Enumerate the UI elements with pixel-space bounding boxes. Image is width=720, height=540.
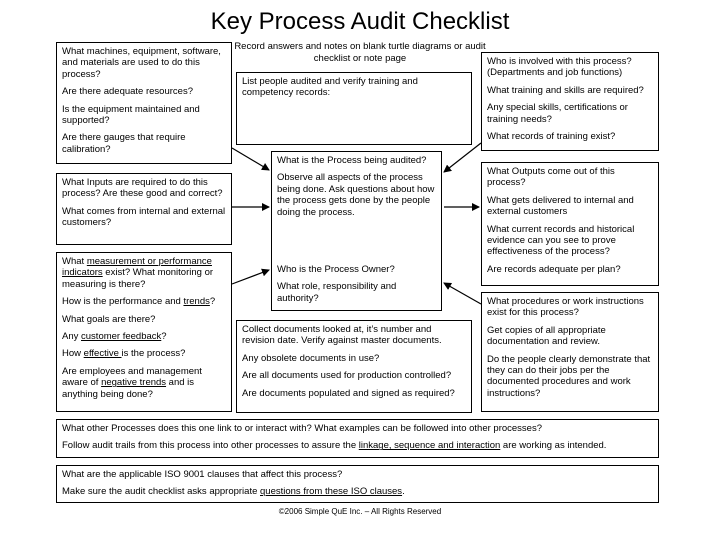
copyright-footer: ©2006 Simple QuE Inc. – All Rights Reserved [278,507,442,516]
measurement-q6: Are employees and management aware of negative trends and is anything being done? [62,365,202,400]
arrow-who [444,143,481,172]
who-q1: Who is involved with this process? (Departments and job functions) [487,56,632,79]
measurement-q3: What goals are there? [62,313,156,325]
measurement-q1: What measurement or performance indicators exist? What monitoring or measuring is there? [62,256,214,290]
who-q2: What training and skills are required? [487,84,644,96]
outputs-q2: What gets delivered to internal and external customers [487,194,634,218]
documents-q3: Are all documents used for production controlled? [242,370,452,382]
procedures-q2: Get copies of all appropriate documentation and review. [487,324,606,348]
measurement-q5: How effective is the process? [62,348,186,360]
process-q2: Observe all aspects of the process being done. Ask questions about how the process gets done by the people doing the process. [277,172,435,218]
resources-q2: Are there adequate resources? [62,86,193,98]
who-q3: Any special skills, certifications or training needs? [487,102,628,125]
measurement-q2: How is the performance and trends? [62,296,216,308]
documents-q2: Any obsolete documents in use? [242,352,380,364]
outputs-q4: Are records adequate per plan? [487,263,621,275]
inputs-q2: What comes from internal and external customers? [62,205,226,229]
procedures-q1: What procedures or work instructions exist for this process? [487,296,644,319]
arrow-resources [232,148,269,170]
resources-q4: Are there gauges that require calibration? [62,132,186,155]
outputs-q1: What Outputs come out of this process? [487,166,615,189]
page-subtitle: Record answers and notes on blank turtle diagrams or audit checklist or note page [234,41,486,64]
who-q4: What records of training exist? [487,131,616,143]
iso-q1: What are the applicable ISO 9001 clauses that affect this process? [62,469,343,480]
inputs-q1: What Inputs are required to do this process? Are these good and correct? [62,177,223,200]
page-title: Key Process Audit Checklist [210,8,510,35]
arrow-procedures [444,283,481,304]
linkage-q1: What other Processes does this one link to or interact with? What examples can be followed into other processes? [62,423,542,434]
process-q3: Who is the Process Owner? [277,264,395,276]
measurement-q4: Any customer feedback? [62,331,167,343]
outputs-q3: What current records and historical evidence can you see to prove effectiveness of the process? [487,223,635,258]
resources-q3: Is the equipment maintained and supported? [62,103,200,127]
people-q1: List people audited and verify training and competency records: [242,76,418,99]
resources-q1: What machines, equipment, software, and materials are used to do this process? [62,46,221,80]
arrow-measurement [232,270,269,284]
iso-q2: Make sure the audit checklist asks appropriate questions from these ISO clauses. [62,486,405,498]
process-q1: What is the Process being audited? [277,155,427,166]
process-q4: What role, responsibility and authority? [277,281,397,304]
linkage-q2: Follow audit trails from this process into other processes to assure the linkage, sequence and interaction are working as intended. [62,440,607,452]
procedures-q3: Do the people clearly demonstrate that they can do their jobs per the documented procedures and work instructions? [487,353,651,399]
documents-q1: Collect documents looked at, it’s number and revision date. Verify against master documents. [242,324,442,347]
documents-q4: Are documents populated and signed as required? [242,387,455,399]
